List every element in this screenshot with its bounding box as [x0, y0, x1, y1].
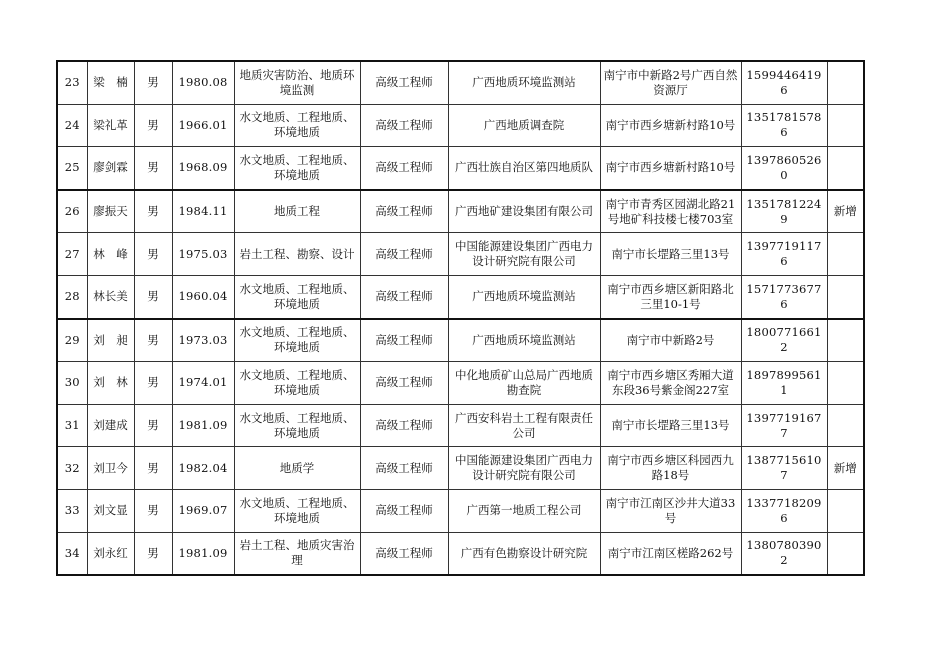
remark-cell: [827, 233, 864, 276]
specialty-cell: 地质灾害防治、地质环境监测: [234, 61, 360, 104]
birth-date-cell: 1966.01: [172, 104, 234, 147]
row-number-cell: 29: [57, 319, 87, 362]
work-unit-cell: 广西地矿建设集团有限公司: [448, 190, 600, 233]
name-cell: 林长美: [87, 275, 134, 318]
phone-cell: 13517815786: [741, 104, 827, 147]
gender-cell: 男: [134, 104, 172, 147]
specialty-cell: 岩土工程、地质灾害治理: [234, 532, 360, 575]
gender-cell: 男: [134, 275, 172, 318]
job-title-cell: 高级工程师: [360, 489, 448, 532]
address-cell: 南宁市江南区槎路262号: [600, 532, 741, 575]
row-number-cell: 27: [57, 233, 87, 276]
job-title-cell: 高级工程师: [360, 362, 448, 405]
gender-cell: 男: [134, 147, 172, 190]
birth-date-cell: 1973.03: [172, 319, 234, 362]
table-row: [57, 233, 864, 276]
row-number-cell: 33: [57, 489, 87, 532]
birth-date-cell: 1981.09: [172, 532, 234, 575]
work-unit-cell: 中化地质矿山总局广西地质勘查院: [448, 362, 600, 405]
phone-cell: 13977191677: [741, 404, 827, 447]
work-unit-cell: 广西壮族自治区第四地质队: [448, 147, 600, 190]
name-cell: 刘卫今: [87, 447, 134, 490]
birth-date-cell: 1974.01: [172, 362, 234, 405]
remark-cell: [827, 489, 864, 532]
gender-cell: 男: [134, 319, 172, 362]
address-cell: 南宁市西乡塘新村路10号: [600, 104, 741, 147]
name-cell: 廖剑霖: [87, 147, 134, 190]
job-title-cell: 高级工程师: [360, 104, 448, 147]
specialty-cell: 水文地质、工程地质、环境地质: [234, 104, 360, 147]
name-cell: 梁礼革: [87, 104, 134, 147]
birth-date-cell: 1975.03: [172, 233, 234, 276]
address-cell: 南宁市江南区沙井大道33号: [600, 489, 741, 532]
row-number-cell: 34: [57, 532, 87, 575]
birth-date-cell: 1969.07: [172, 489, 234, 532]
table-row: [57, 319, 864, 362]
gender-cell: 男: [134, 489, 172, 532]
table-row: [57, 190, 864, 233]
job-title-cell: 高级工程师: [360, 447, 448, 490]
job-title-cell: 高级工程师: [360, 275, 448, 318]
row-number-cell: 28: [57, 275, 87, 318]
specialty-cell: 地质学: [234, 447, 360, 490]
gender-cell: 男: [134, 532, 172, 575]
phone-cell: 18007716612: [741, 319, 827, 362]
work-unit-cell: 广西地质环境监测站: [448, 319, 600, 362]
address-cell: 南宁市中新路2号: [600, 319, 741, 362]
work-unit-cell: 广西第一地质工程公司: [448, 489, 600, 532]
remark-cell: [827, 104, 864, 147]
work-unit-cell: 广西有色勘察设计研究院: [448, 532, 600, 575]
birth-date-cell: 1982.04: [172, 447, 234, 490]
job-title-cell: 高级工程师: [360, 532, 448, 575]
address-cell: 南宁市西乡塘区秀厢大道东段36号紫金阁227室: [600, 362, 741, 405]
job-title-cell: 高级工程师: [360, 190, 448, 233]
address-cell: 南宁市长堽路三里13号: [600, 404, 741, 447]
birth-date-cell: 1960.04: [172, 275, 234, 318]
specialty-cell: 水文地质、工程地质、环境地质: [234, 319, 360, 362]
birth-date-cell: 1968.09: [172, 147, 234, 190]
gender-cell: 男: [134, 61, 172, 104]
name-cell: 刘建成: [87, 404, 134, 447]
specialty-cell: 水文地质、工程地质、环境地质: [234, 362, 360, 405]
table-row: [57, 404, 864, 447]
gender-cell: 男: [134, 447, 172, 490]
specialty-cell: 水文地质、工程地质、环境地质: [234, 404, 360, 447]
address-cell: 南宁市长堽路三里13号: [600, 233, 741, 276]
specialty-cell: 水文地质、工程地质、环境地质: [234, 275, 360, 318]
remark-cell: 新增: [827, 447, 864, 490]
specialty-cell: 地质工程: [234, 190, 360, 233]
birth-date-cell: 1981.09: [172, 404, 234, 447]
table-row: [57, 104, 864, 147]
phone-cell: 13377182096: [741, 489, 827, 532]
job-title-cell: 高级工程师: [360, 319, 448, 362]
phone-cell: 13977191176: [741, 233, 827, 276]
row-number-cell: 30: [57, 362, 87, 405]
table-row: [57, 489, 864, 532]
address-cell: 南宁市西乡塘区新阳路北三里10-1号: [600, 275, 741, 318]
job-title-cell: 高级工程师: [360, 404, 448, 447]
phone-cell: 18978995611: [741, 362, 827, 405]
phone-cell: 13877156107: [741, 447, 827, 490]
remark-cell: [827, 362, 864, 405]
remark-cell: 新增: [827, 190, 864, 233]
name-cell: 林 峰: [87, 233, 134, 276]
work-unit-cell: 中国能源建设集团广西电力设计研究院有限公司: [448, 447, 600, 490]
work-unit-cell: 广西地质环境监测站: [448, 275, 600, 318]
row-number-cell: 25: [57, 147, 87, 190]
job-title-cell: 高级工程师: [360, 61, 448, 104]
table-row: [57, 147, 864, 190]
remark-cell: [827, 532, 864, 575]
phone-cell: 15717736776: [741, 275, 827, 318]
specialty-cell: 水文地质、工程地质、环境地质: [234, 489, 360, 532]
job-title-cell: 高级工程师: [360, 233, 448, 276]
row-number-cell: 32: [57, 447, 87, 490]
phone-cell: 15994464196: [741, 61, 827, 104]
phone-cell: 13978605260: [741, 147, 827, 190]
row-number-cell: 24: [57, 104, 87, 147]
table-row: [57, 447, 864, 490]
name-cell: 廖振天: [87, 190, 134, 233]
gender-cell: 男: [134, 190, 172, 233]
table-row: [57, 61, 864, 104]
remark-cell: [827, 319, 864, 362]
name-cell: 刘文显: [87, 489, 134, 532]
name-cell: 刘 昶: [87, 319, 134, 362]
row-number-cell: 23: [57, 61, 87, 104]
table-row: [57, 362, 864, 405]
job-title-cell: 高级工程师: [360, 147, 448, 190]
specialty-cell: 水文地质、工程地质、环境地质: [234, 147, 360, 190]
address-cell: 南宁市西乡塘新村路10号: [600, 147, 741, 190]
gender-cell: 男: [134, 233, 172, 276]
work-unit-cell: 广西安科岩土工程有限责任公司: [448, 404, 600, 447]
name-cell: 刘永红: [87, 532, 134, 575]
phone-cell: 13807803902: [741, 532, 827, 575]
remark-cell: [827, 275, 864, 318]
remark-cell: [827, 147, 864, 190]
phone-cell: 13517812249: [741, 190, 827, 233]
table-row: [57, 275, 864, 318]
work-unit-cell: 广西地质调查院: [448, 104, 600, 147]
birth-date-cell: 1980.08: [172, 61, 234, 104]
remark-cell: [827, 404, 864, 447]
gender-cell: 男: [134, 404, 172, 447]
work-unit-cell: 广西地质环境监测站: [448, 61, 600, 104]
address-cell: 南宁市西乡塘区科园西九路18号: [600, 447, 741, 490]
gender-cell: 男: [134, 362, 172, 405]
table-row: [57, 532, 864, 575]
name-cell: 刘 林: [87, 362, 134, 405]
remark-cell: [827, 61, 864, 104]
work-unit-cell: 中国能源建设集团广西电力设计研究院有限公司: [448, 233, 600, 276]
specialty-cell: 岩土工程、勘察、设计: [234, 233, 360, 276]
row-number-cell: 26: [57, 190, 87, 233]
expert-table: [56, 60, 865, 576]
name-cell: 梁 楠: [87, 61, 134, 104]
row-number-cell: 31: [57, 404, 87, 447]
address-cell: 南宁市中新路2号广西自然资源厅: [600, 61, 741, 104]
birth-date-cell: 1984.11: [172, 190, 234, 233]
address-cell: 南宁市青秀区园湖北路21号地矿科技楼七楼703室: [600, 190, 741, 233]
